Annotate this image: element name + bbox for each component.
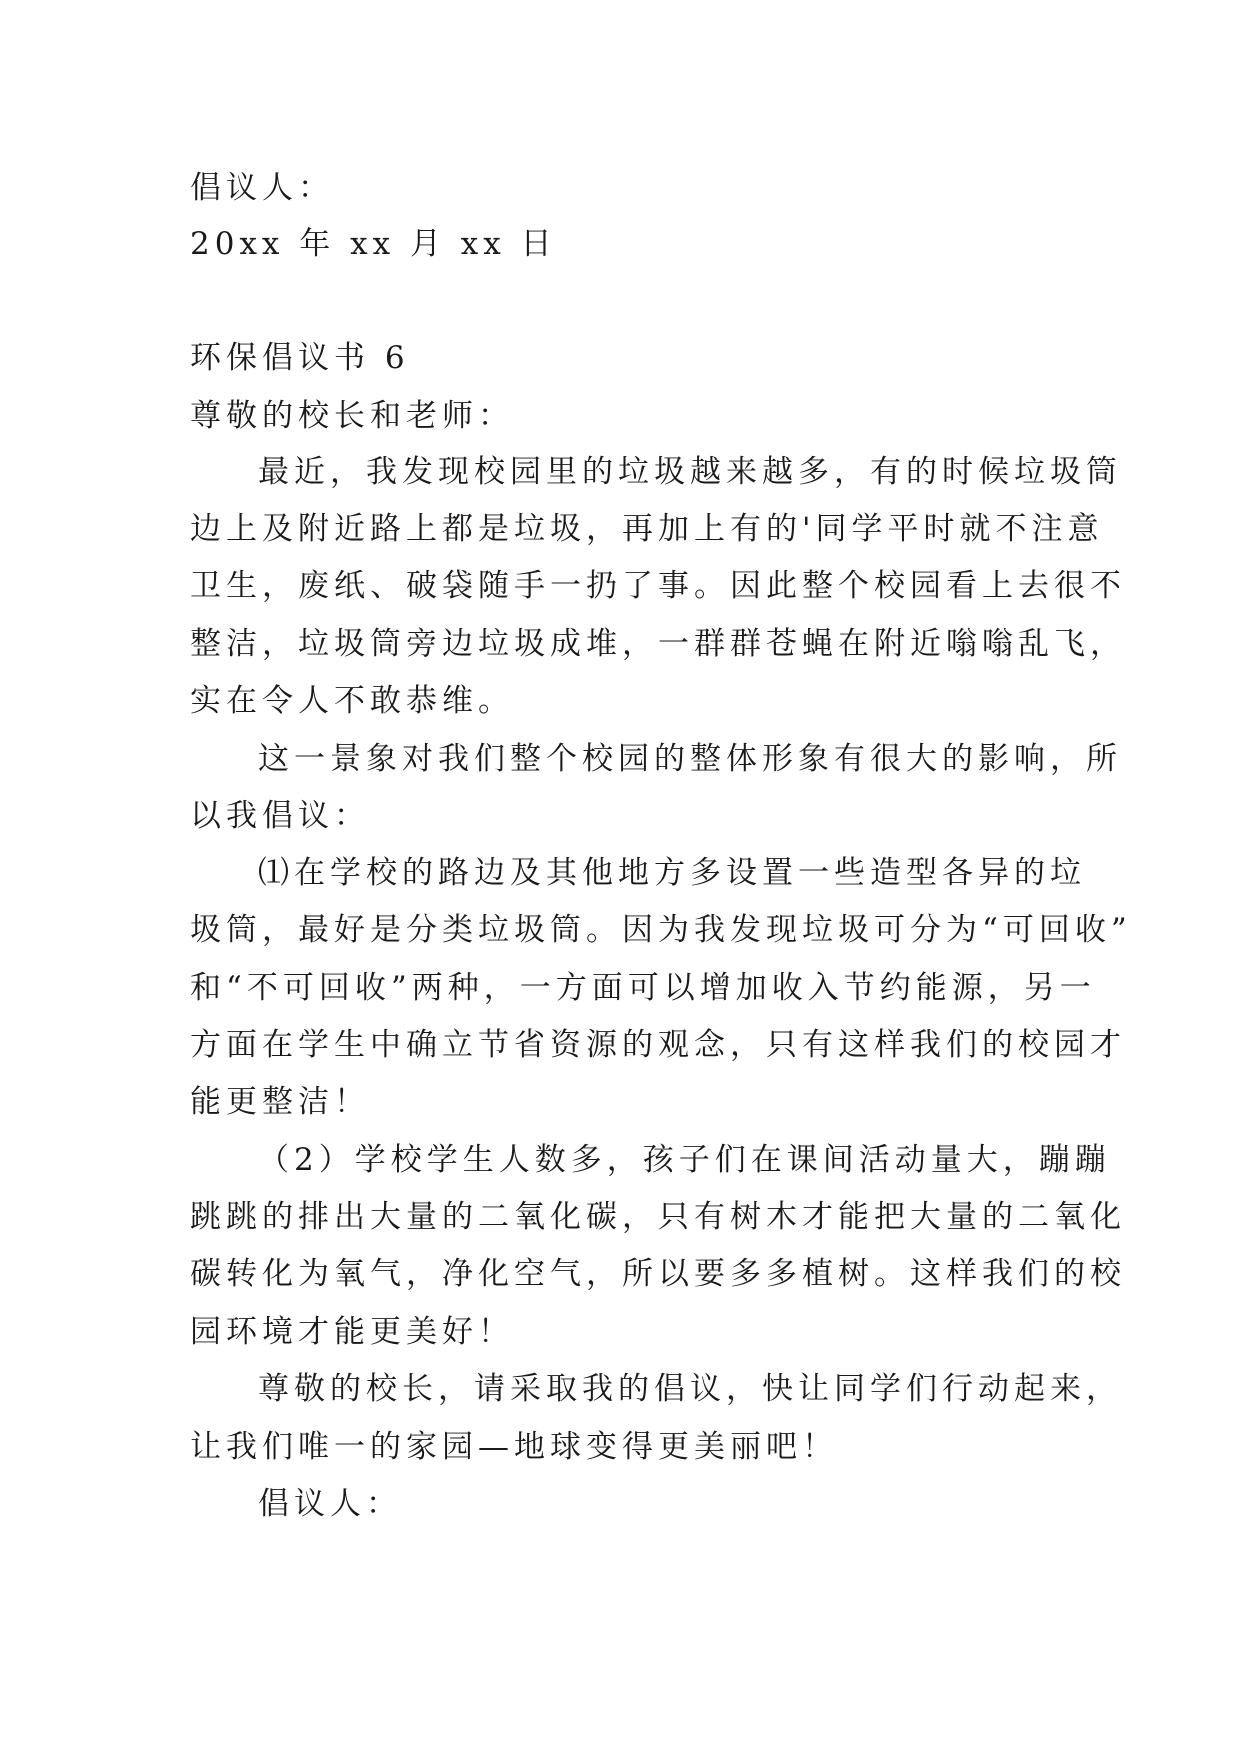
paragraph-line: ⑴在学校的路边及其他地方多设置一些造型各异的垃 [258, 855, 1086, 891]
paragraph-line: 这一景象对我们整个校园的整体形象有很大的影响，所 [258, 741, 1122, 777]
paragraph-line: 园环境才能更美好！ [190, 1314, 514, 1350]
paragraph-line: 让我们唯一的家园—地球变得更美丽吧！ [190, 1429, 838, 1465]
paragraph-line: 碳转化为氧气，净化空气，所以要多多植树。这样我们的校 [190, 1256, 1126, 1292]
paragraph-line: 方面在学生中确立节省资源的观念，只有这样我们的校园才 [190, 1027, 1126, 1063]
paragraph-line: 跳跳的排出大量的二氧化碳，只有树木才能把大量的二氧化 [190, 1199, 1126, 1235]
signature-date: 20xx 年 xx 月 xx 日 [190, 226, 557, 262]
document-title: 环保倡议书 6 [190, 340, 410, 376]
paragraph-line: 最近，我发现校园里的垃圾越来越多，有的时候垃圾筒 [258, 454, 1122, 490]
paragraph-line: （2）学校学生人数多，孩子们在课间活动量大，蹦蹦 [258, 1142, 1111, 1178]
salutation: 尊敬的校长和老师： [190, 398, 514, 434]
paragraph-line: 能更整洁！ [190, 1084, 370, 1120]
paragraph-line: 实在令人不敢恭维。 [190, 683, 514, 719]
paragraph-line: 圾筒，最好是分类垃圾筒。因为我发现垃圾可分为“可回收” [190, 912, 1132, 948]
paragraph-line: 以我倡议： [190, 798, 370, 834]
paragraph-line: 尊敬的校长，请采取我的倡议，快让同学们行动起来， [258, 1371, 1122, 1407]
closing-signer-label: 倡议人： [258, 1486, 402, 1522]
paragraph-line: 卫生，废纸、破袋随手一扔了事。因此整个校园看上去很不 [190, 568, 1126, 604]
paragraph-line: 整洁，垃圾筒旁边垃圾成堆，一群群苍蝇在附近嗡嗡乱飞， [190, 626, 1126, 662]
paragraph-line: 和“不可回收”两种，一方面可以增加收入节约能源，另一 [190, 970, 1096, 1006]
signer-label: 倡议人： [190, 170, 334, 206]
paragraph-line: 边上及附近路上都是垃圾，再加上有的'同学平时就不注意 [190, 511, 1104, 547]
